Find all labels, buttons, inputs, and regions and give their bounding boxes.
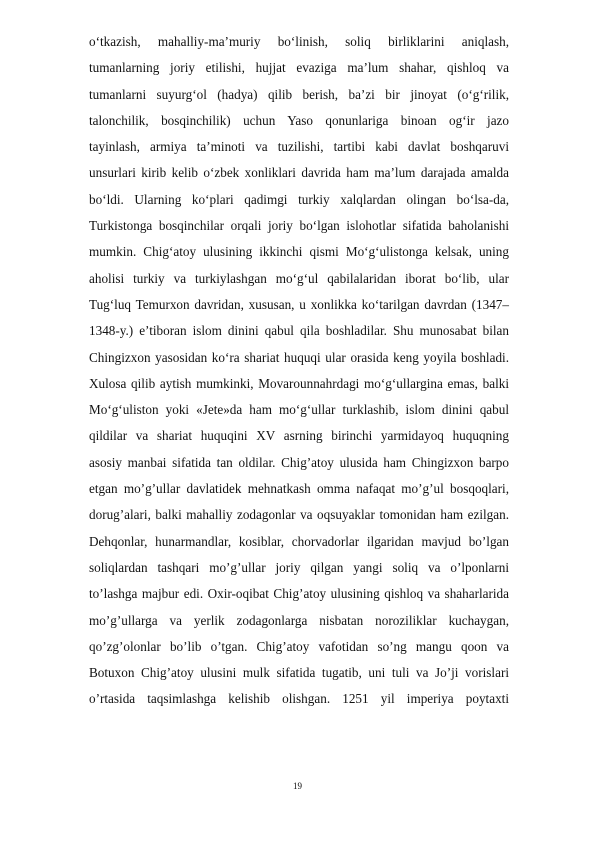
text-line: mo’g’ullarga va yerlik zodagonlarga nisbatan noroziliklar kuchaygan, — [89, 612, 509, 628]
text-line: asosiy manbai sifatida tan oldilar. Chig’atoy ulusida ham Chingizxon barpo — [89, 454, 509, 470]
text-line: qildilar va shariat huquqini XV asrning birinchi yarmidayoq huquqning — [89, 428, 509, 444]
text-line: unsurlari kirib kelib o‘zbek xonliklari davrida ham ma’lum darajada amalda — [89, 165, 509, 181]
text-line: o‘tkazish, mahalliy-ma’muriy bo‘linish, soliq birliklarini aniqlash, — [89, 34, 509, 49]
text-line: to’lashga majbur edi. Oxir-oqibat Chig’atoy ulusining qishloq va shaharlarida — [89, 586, 509, 602]
text-line: Dehqonlar, hunarmandlar, kosiblar, chorvadorlar ilgaridan mavjud bo’lgan — [89, 533, 509, 549]
text-line: aholisi turkiy va turkiylashgan mo‘g‘ul qabilalaridan iborat bo‘lib, ular — [89, 270, 509, 286]
text-line: Tug‘luq Temurxon davridan, xususan, u xonlikka ko‘tarilgan davrdan (1347– — [89, 296, 509, 312]
text-line: Chingizxon yasosidan ko‘ra shariat huquqi ular orasida keng yoyila boshladi. — [89, 349, 509, 365]
text-line: tumanlarning joriy etilishi, hujjat evaziga ma’lum shahar, qishloq va — [89, 60, 509, 76]
text-line: tayinlash, armiya ta’minoti va tuzilishi, tartibi kabi davlat boshqaruvi — [89, 139, 509, 155]
text-line: tumanlarni suyurg‘ol (hadya) qilib berish, ba’zi bir jinoyat (o‘g‘rilik, — [89, 86, 509, 102]
text-line: mumkin. Chig‘atoy ulusining ikkinchi qismi Mo‘g‘ulistonga kelsak, uning — [89, 244, 509, 260]
text-line: qo’zg’olonlar bo’lib o’tgan. Chig’atoy vafotidan so’ng mangu qoon va — [89, 638, 509, 654]
body-text — [89, 29, 509, 713]
text-line: talonchilik, bosqinchilik) uchun Yaso qonunlariga binoan og‘ir jazo — [89, 112, 509, 128]
text-line: o’rtasida taqsimlashga kelishib olishgan. 1251 yil imperiya poytaxti — [89, 691, 509, 707]
text-line: bo‘ldi. Ularning ko‘plari qadimgi turkiy xalqlardan olingan bo‘lsa-da, — [89, 191, 509, 207]
text-line: Mo‘g‘uliston yoki «Jete»da ham mo‘g‘ullar turklashib, islom dinini qabul — [89, 402, 509, 418]
page-number: 19 — [293, 781, 302, 791]
text-line: dorug’alari, balki mahalliy zodagonlar va oqsuyaklar tomonidan ham ezilgan. — [89, 507, 509, 523]
text-line: soliqlardan tashqari mo’g’ullar joriy qilgan yangi soliq va o’lponlarni — [89, 559, 509, 575]
text-line: Turkistonga bosqinchilar orqali joriy bo‘lgan islohotlar sifatida baholanishi — [89, 218, 509, 234]
text-line: 1348-y.) e’tiboran islom dinini qabul qila boshladilar. Shu munosabat bilan — [89, 323, 509, 339]
text-line: etgan mo’g’ullar davlatidek mehnatkash omma nafaqat mo’g’ul bosqoqlari, — [89, 481, 509, 497]
text-line: Xulosa qilib aytish mumkinki, Movarounnahrdagi mo‘g‘ullargina emas, balki — [89, 375, 509, 391]
text-line: Botuxon Chig’atoy ulusini mulk sifatida tugatib, uni tuli va Jo’ji vorislari — [89, 665, 509, 681]
